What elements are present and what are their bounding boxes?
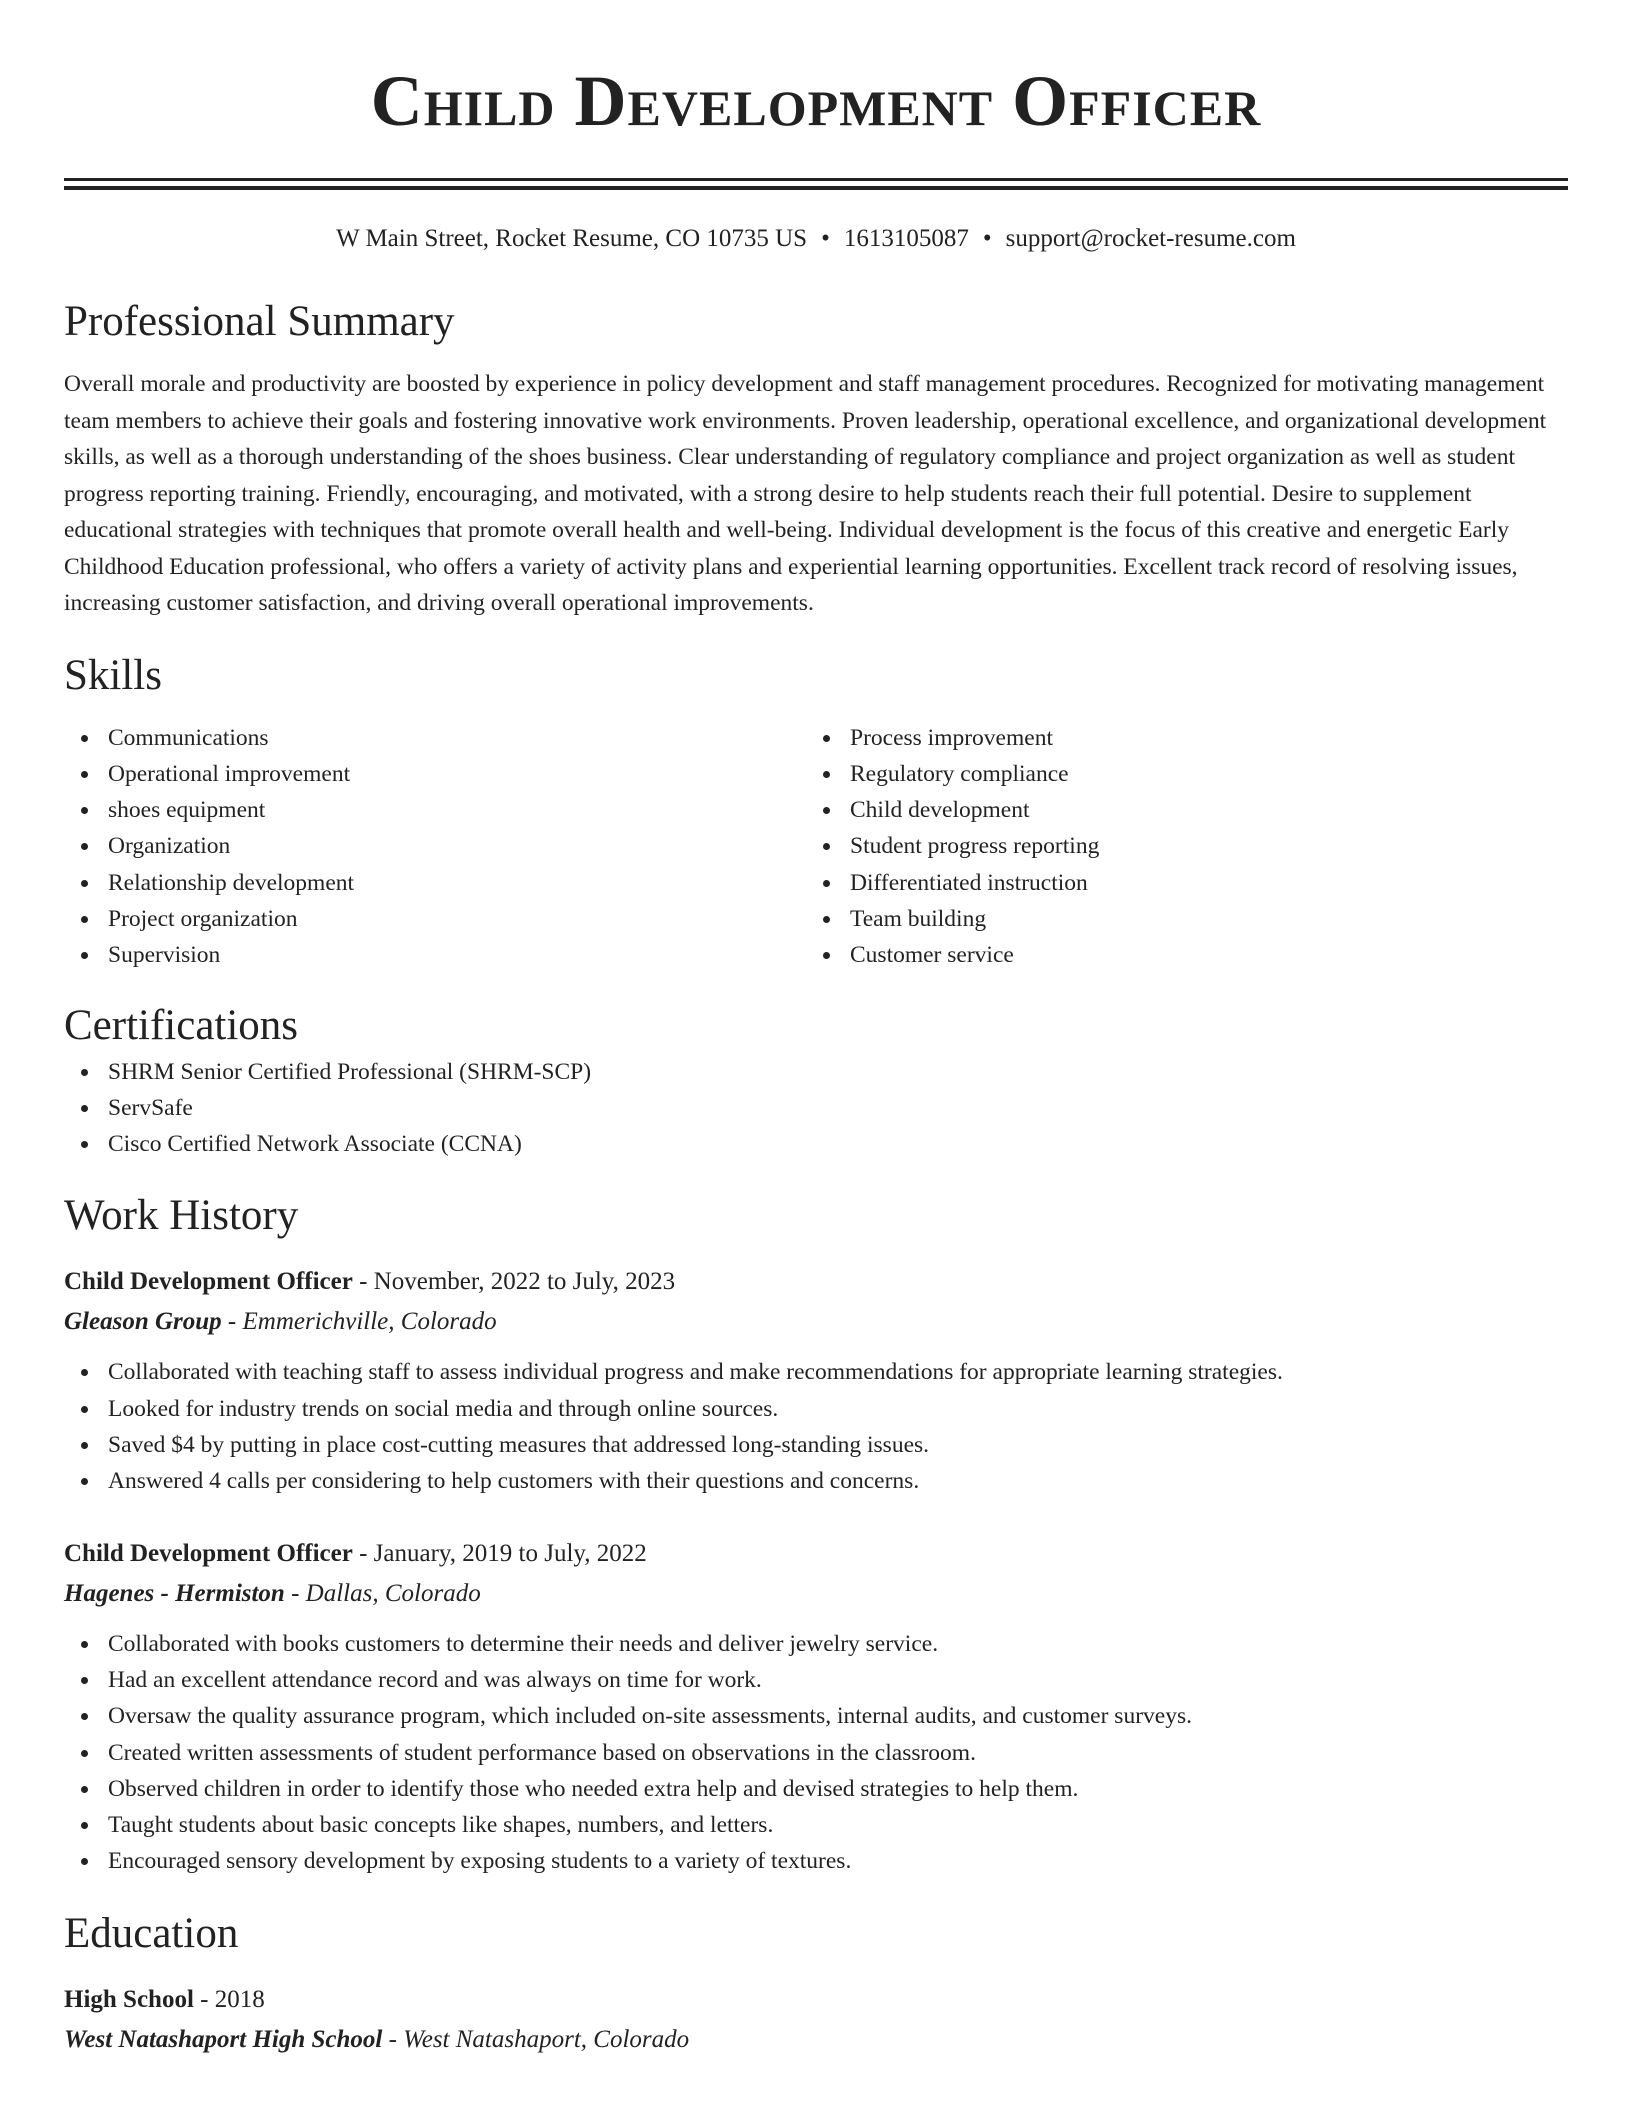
skills-column-right xyxy=(806,720,1548,974)
education-heading: Education xyxy=(64,1909,239,1957)
job-bullet: Taught students about basic concepts like shapes, numbers, and letters. xyxy=(64,1807,1568,1843)
skill-item: Student progress reporting xyxy=(806,828,1548,864)
job-bullet: Collaborated with books customers to determine their needs and deliver jewelry service. xyxy=(64,1626,1568,1662)
certification-item: ServSafe xyxy=(64,1090,1568,1126)
summary-heading: Professional Summary xyxy=(64,298,455,345)
education-school-line: West Natashaport High School - West Natashaport, Colorado xyxy=(64,2025,690,2053)
job-entry xyxy=(64,1534,1568,1880)
skill-item: Communications xyxy=(64,720,806,756)
skill-item: Customer service xyxy=(806,937,1548,973)
job-header: Child Development Officer - November, 2022 to July, 2023 xyxy=(64,1268,676,1296)
education-location: West Natashaport, Colorado xyxy=(403,2025,690,2053)
job-employer: Gleason Group - Emmerichville, Colorado xyxy=(64,1308,497,1336)
certifications-list xyxy=(64,1054,1568,1163)
job-bullet: Looked for industry trends on social media and through online sources. xyxy=(64,1391,1568,1427)
certification-item: SHRM Senior Certified Professional (SHRM-SCP) xyxy=(64,1054,1568,1090)
job-bullet: Oversaw the quality assurance program, which included on-site assessments, internal audits, and customer surveys. xyxy=(64,1698,1568,1734)
skill-item: Regulatory compliance xyxy=(806,756,1548,792)
skills-heading: Skills xyxy=(64,651,162,699)
skill-item: Differentiated instruction xyxy=(806,865,1548,901)
job-entry xyxy=(64,1262,1568,1499)
skills-grid xyxy=(64,720,1568,974)
skills-column-left xyxy=(64,720,806,974)
skills-list-left xyxy=(64,720,806,974)
job-header: Child Development Officer - January, 2019 to July, 2022 xyxy=(64,1539,647,1567)
certification-item: Cisco Certified Network Associate (CCNA) xyxy=(64,1126,1568,1162)
summary-text: Overall morale and productivity are boosted by experience in policy development and staff management procedures. Recognized for motivating management team members to achieve their goals and fostering innovative work environments. Proven leadership, operational excellence, and organizational development skills, as well as a thorough understanding of the shoes business. Clear understanding of regulatory compliance and project organization as well as student progress reporting training. Friendly, encouraging, and motivated, with a strong desire to help students reach their full potential. Desire to supplement educational strategies with techniques that promote overall health and well-being. Individual development is the focus of this creative and energetic Early Childhood Education professional, who offers a variety of activity plans and experiential learning opportunities. Excellent track record of resolving issues, increasing customer satisfaction, and driving overall operational improvements. xyxy=(64,371,1547,616)
contact-separator: • xyxy=(821,225,830,252)
resume-name: Child Development Officer xyxy=(370,61,1262,141)
job-bullet: Saved $4 by putting in place cost-cutting measures that addressed long-standing issues. xyxy=(64,1427,1568,1463)
job-bullets xyxy=(64,1354,1568,1499)
skill-item: Supervision xyxy=(64,937,806,973)
job-bullet: Answered 4 calls per considering to help customers with their questions and concerns. xyxy=(64,1463,1568,1499)
skill-item: shoes equipment xyxy=(64,792,806,828)
job-dates: January, 2019 to July, 2022 xyxy=(373,1539,647,1567)
education-school: West Natashaport High School xyxy=(64,2025,383,2053)
job-location: Dallas, Colorado xyxy=(305,1579,481,1607)
skills-list-right xyxy=(806,720,1548,974)
certifications-heading: Certifications xyxy=(64,1001,299,1049)
education-degree: High School xyxy=(64,1985,194,2013)
job-employer: Hagenes - Hermiston - Dallas, Colorado xyxy=(64,1579,481,1607)
job-bullet: Created written assessments of student performance based on observations in the classroom. xyxy=(64,1735,1568,1771)
contact-separator: • xyxy=(982,225,992,252)
job-title: Child Development Officer xyxy=(64,1268,353,1296)
skill-item: Process improvement xyxy=(806,720,1548,756)
work-history-heading: Work History xyxy=(64,1192,299,1240)
skill-item: Organization xyxy=(64,828,806,864)
skill-item: Relationship development xyxy=(64,865,806,901)
education-header: High School - 2018 xyxy=(64,1985,265,2013)
job-dates: November, 2022 to July, 2023 xyxy=(373,1268,676,1296)
job-title: Child Development Officer xyxy=(64,1539,353,1567)
job-bullet: Had an excellent attendance record and was always on time for work. xyxy=(64,1662,1568,1698)
skill-item: Project organization xyxy=(64,901,806,937)
education-entry xyxy=(64,1980,1568,2060)
contact-email[interactable]: support@rocket-resume.com xyxy=(1005,225,1296,252)
contact-phone: 1613105087 xyxy=(843,225,969,252)
job-company: Hagenes - Hermiston xyxy=(64,1579,285,1607)
job-bullet: Encouraged sensory development by exposing students to a variety of textures. xyxy=(64,1843,1568,1879)
skill-item: Team building xyxy=(806,901,1548,937)
job-bullet: Collaborated with teaching staff to assess individual progress and make recommendations for appropriate learning strategies. xyxy=(64,1354,1568,1390)
job-bullets xyxy=(64,1626,1568,1880)
job-location: Emmerichville, Colorado xyxy=(242,1308,497,1336)
skill-item: Child development xyxy=(806,792,1548,828)
contact-address: W Main Street, Rocket Resume, CO 10735 US xyxy=(336,225,808,252)
job-bullet: Observed children in order to identify those who needed extra help and devised strategies to help them. xyxy=(64,1771,1568,1807)
education-year: 2018 xyxy=(214,1985,265,2013)
contact-line xyxy=(64,222,1568,256)
skill-item: Operational improvement xyxy=(64,756,806,792)
job-company: Gleason Group xyxy=(64,1308,222,1336)
header-divider xyxy=(64,178,1568,190)
